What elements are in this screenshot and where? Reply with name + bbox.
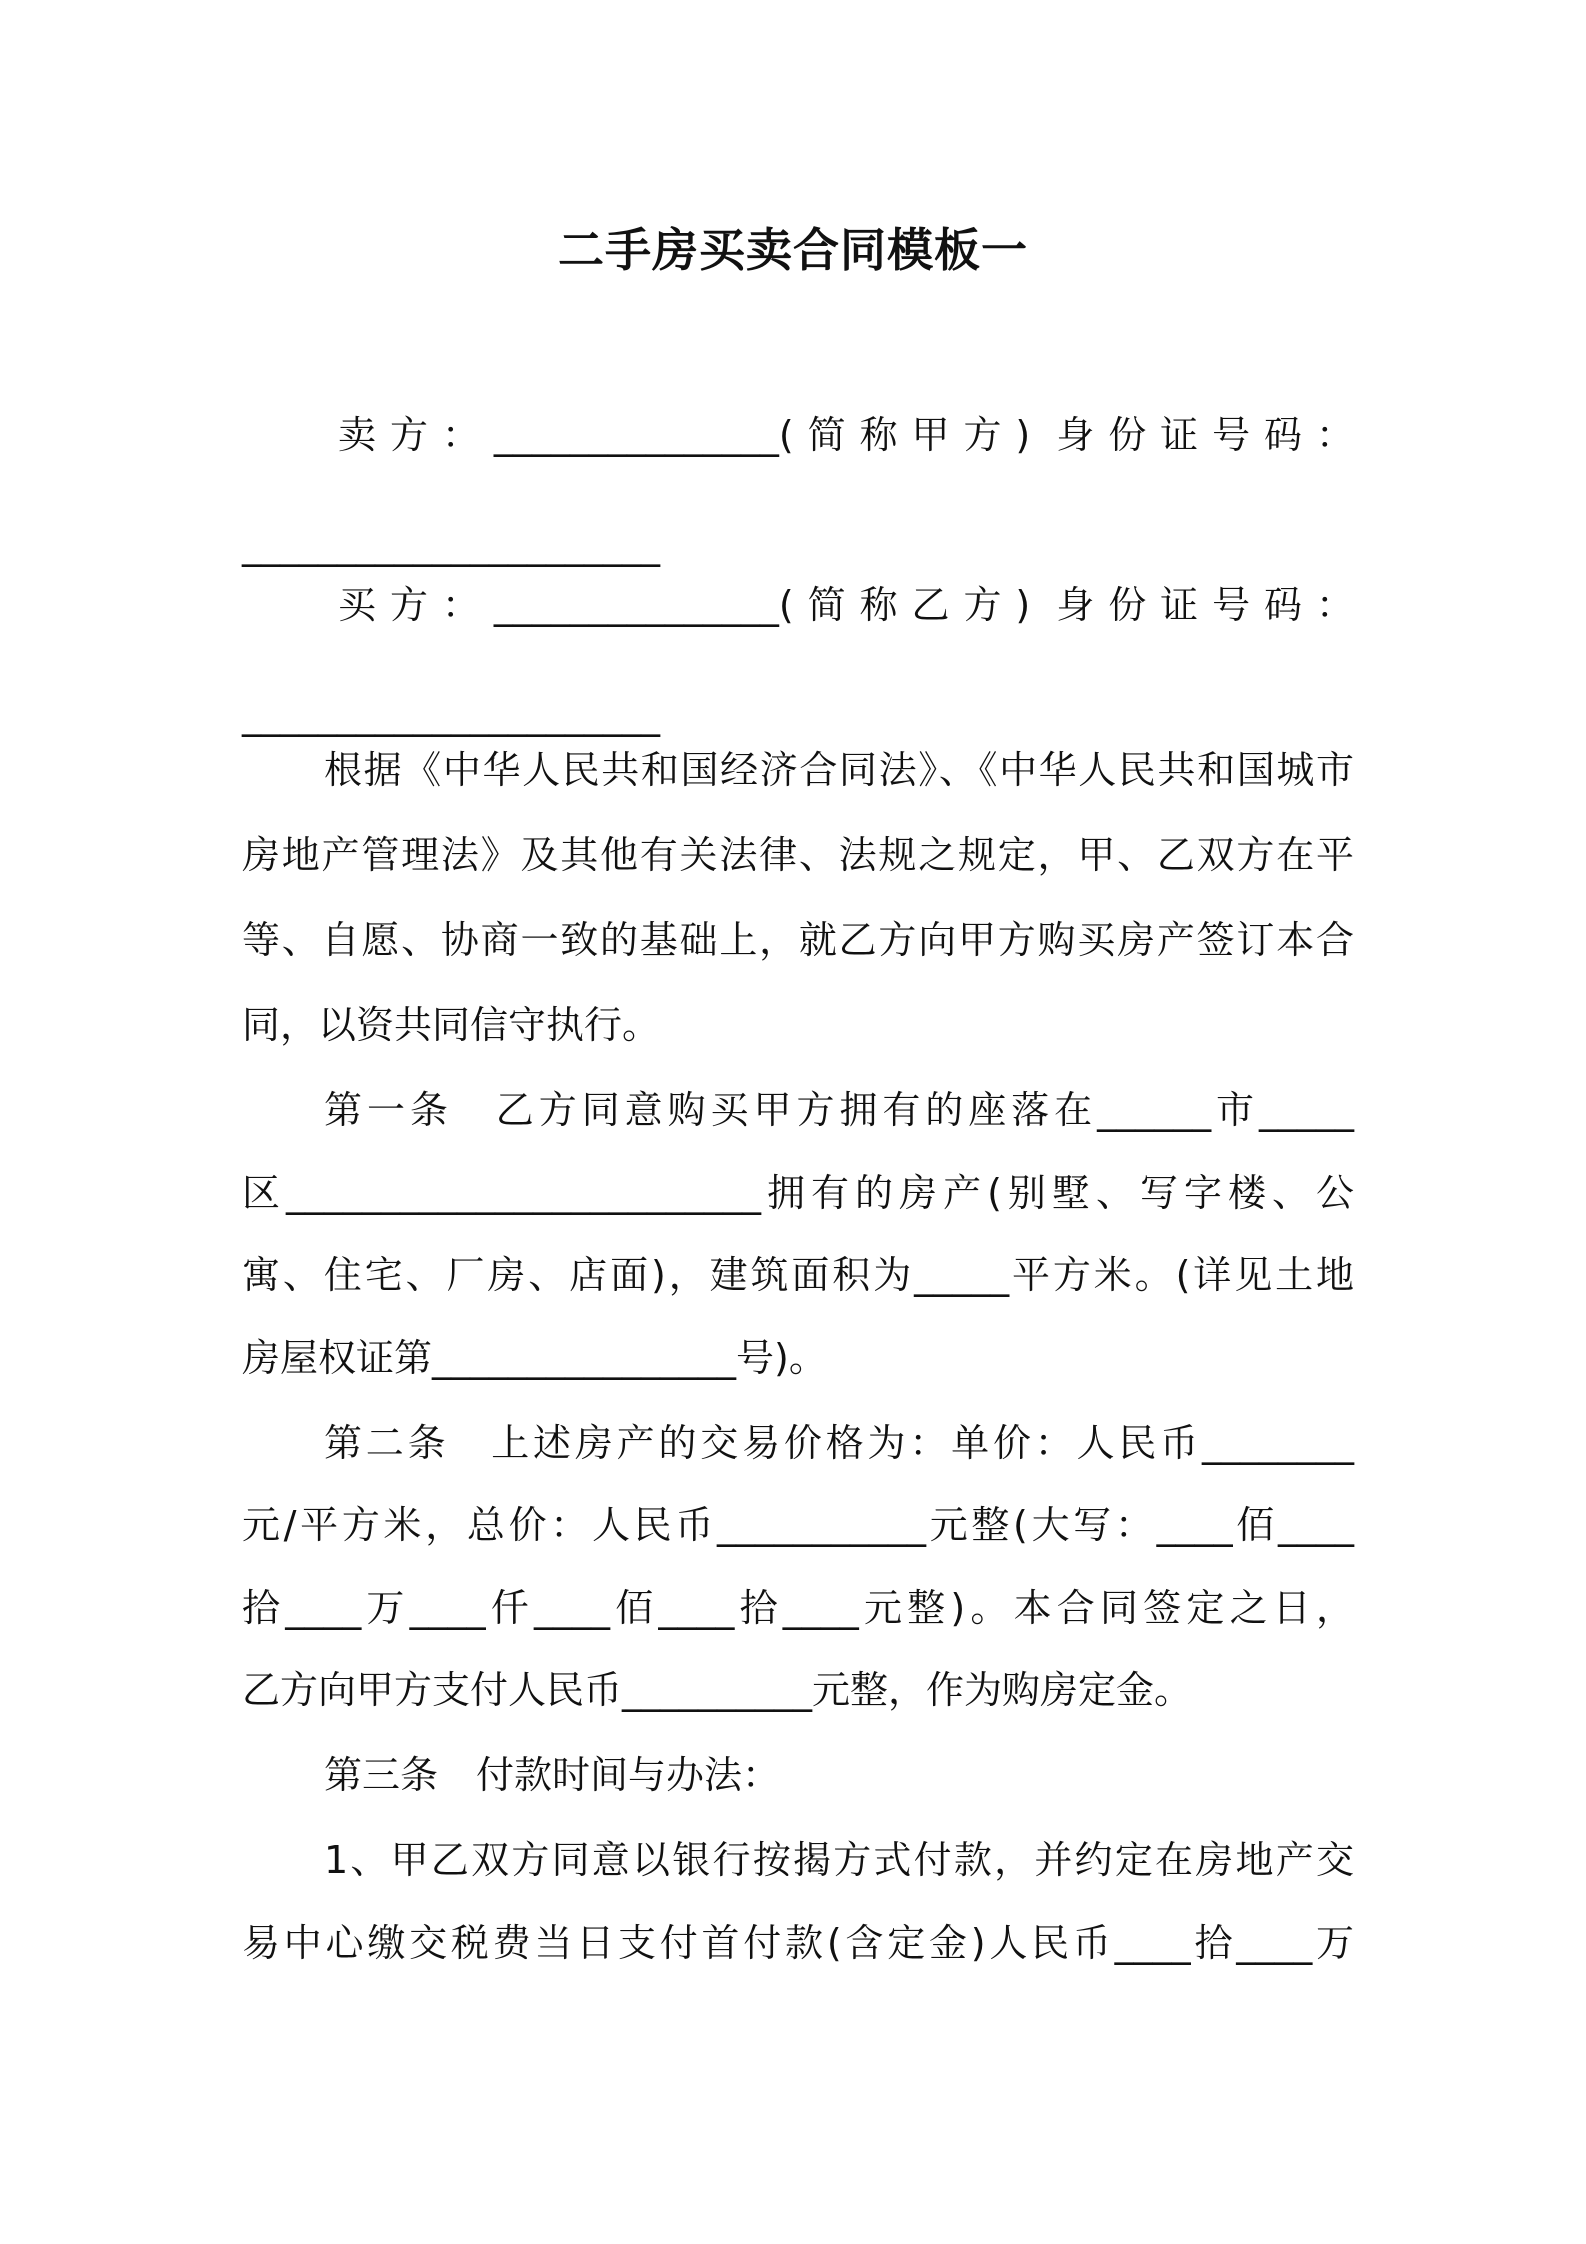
seller-id-underline: ______________________ — [242, 523, 660, 567]
article-one-line: 房屋权证第________________号)。 — [242, 1336, 827, 1380]
article-one-line: 区_________________________拥有的房产(别墅、写字楼、公 — [242, 1171, 1354, 1215]
seller-line: 卖方：_______________(简称甲方) 身份证号码： — [338, 413, 1354, 457]
article-two-line: 乙方向甲方支付人民币__________元整，作为购房定金。 — [242, 1668, 1193, 1712]
article-two-line: 第二条 上述房产的交易价格为：单价：人民币________ — [324, 1421, 1354, 1465]
article-three-heading: 第三条 付款时间与办法： — [324, 1753, 781, 1797]
document-title: 二手房买卖合同模板一 — [558, 223, 1028, 277]
buyer-id-underline: ______________________ — [242, 693, 660, 737]
article-two-line: 元/平方米，总价：人民币___________元整(大写：____佰____ — [242, 1503, 1354, 1547]
paragraph-line: 同，以资共同信守执行。 — [242, 1003, 661, 1047]
paragraph-line: 根据《中华人民共和国经济合同法》、《中华人民共和国城市 — [324, 748, 1354, 792]
article-one-line: 寓、住宅、厂房、店面)，建筑面积为_____平方米。(详见土地 — [242, 1253, 1354, 1297]
article-one-line: 第一条 乙方同意购买甲方拥有的座落在______市_____ — [324, 1088, 1354, 1132]
article-two-line: 拾____万____仟____佰____拾____元整)。本合同签定之日， — [242, 1586, 1354, 1630]
paragraph-line: 房地产管理法》及其他有关法律、法规之规定，甲、乙双方在平 — [242, 833, 1354, 877]
paragraph-line: 等、自愿、协商一致的基础上，就乙方向甲方购买房产签订本合 — [242, 918, 1354, 962]
article-three-line: 易中心缴交税费当日支付首付款(含定金)人民币____拾____万 — [242, 1921, 1354, 1965]
buyer-line: 买方：_______________(简称乙方) 身份证号码： — [338, 583, 1354, 627]
article-three-line: 1、甲乙双方同意以银行按揭方式付款，并约定在房地产交 — [324, 1838, 1354, 1882]
